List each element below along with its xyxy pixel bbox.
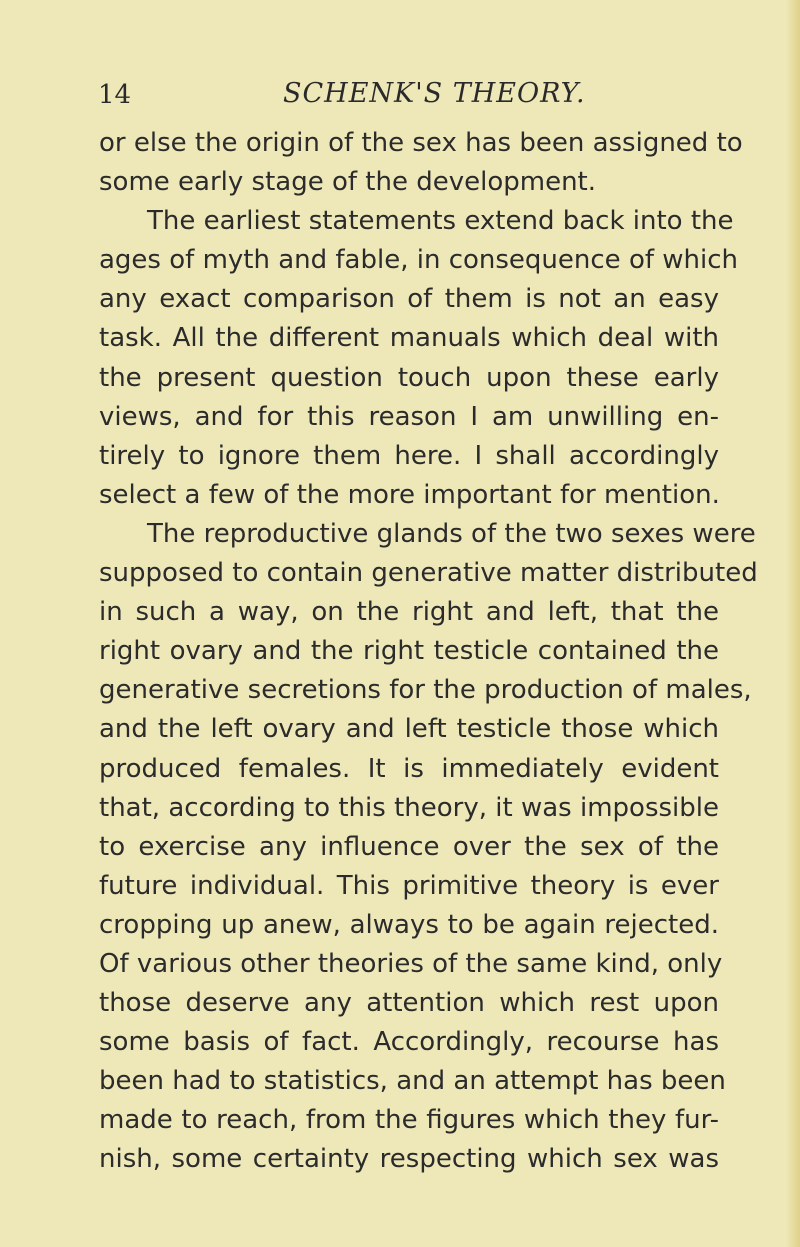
text-line: produced females. It is immediately evident <box>99 753 719 784</box>
text-line: nish, some certainty respecting which sex was <box>99 1144 719 1175</box>
text-line: Of various other theories of the same kind, only <box>99 948 723 979</box>
text-line: the present question touch upon these early <box>99 362 719 393</box>
text-line: to exercise any influence over the sex of the <box>99 831 719 862</box>
text-line: in such a way, on the right and left, that the <box>99 597 719 628</box>
text-line: those deserve any attention which rest upon <box>99 988 719 1019</box>
text-line: views, and for this reason I am unwilling en- <box>99 401 719 432</box>
text-line: The reproductive glands of the two sexes were <box>147 518 756 549</box>
text-line: and the left ovary and left testicle those which <box>99 714 719 745</box>
page-header <box>0 76 800 116</box>
text-line: or else the origin of the sex has been assigned to <box>99 128 743 158</box>
text-line: right ovary and the right testicle contained the <box>99 636 719 667</box>
text-line: The earliest statements extend back into the <box>147 206 734 237</box>
running-head: SCHENK'S THEORY. <box>283 78 586 109</box>
text-line: future individual. This primitive theory is ever <box>99 870 719 901</box>
page-edge-shadow <box>786 0 800 1247</box>
text-line: task. All the different manuals which deal with <box>99 323 719 354</box>
text-line: made to reach, from the figures which they fur- <box>99 1105 719 1136</box>
text-line: tirely to ignore them here. I shall accordingly <box>99 440 719 471</box>
text-line: supposed to contain generative matter distributed <box>99 558 758 589</box>
text-line: some early stage of the development. <box>99 167 597 198</box>
text-line: any exact comparison of them is not an easy <box>99 284 719 315</box>
text-line: cropping up anew, always to be again rejected. <box>99 909 719 940</box>
text-line: that, according to this theory, it was impossible <box>99 792 719 823</box>
text-line: some basis of fact. Accordingly, recourse has <box>99 1027 719 1058</box>
text-line: been had to statistics, and an attempt has been <box>99 1066 726 1097</box>
text-line: ages of myth and fable, in consequence of which <box>99 245 739 276</box>
text-line: select a few of the more important for mention. <box>99 479 720 510</box>
text-line: generative secretions for the production of males, <box>99 675 752 706</box>
page-number: 14 <box>98 80 132 110</box>
body-text <box>99 124 758 1180</box>
